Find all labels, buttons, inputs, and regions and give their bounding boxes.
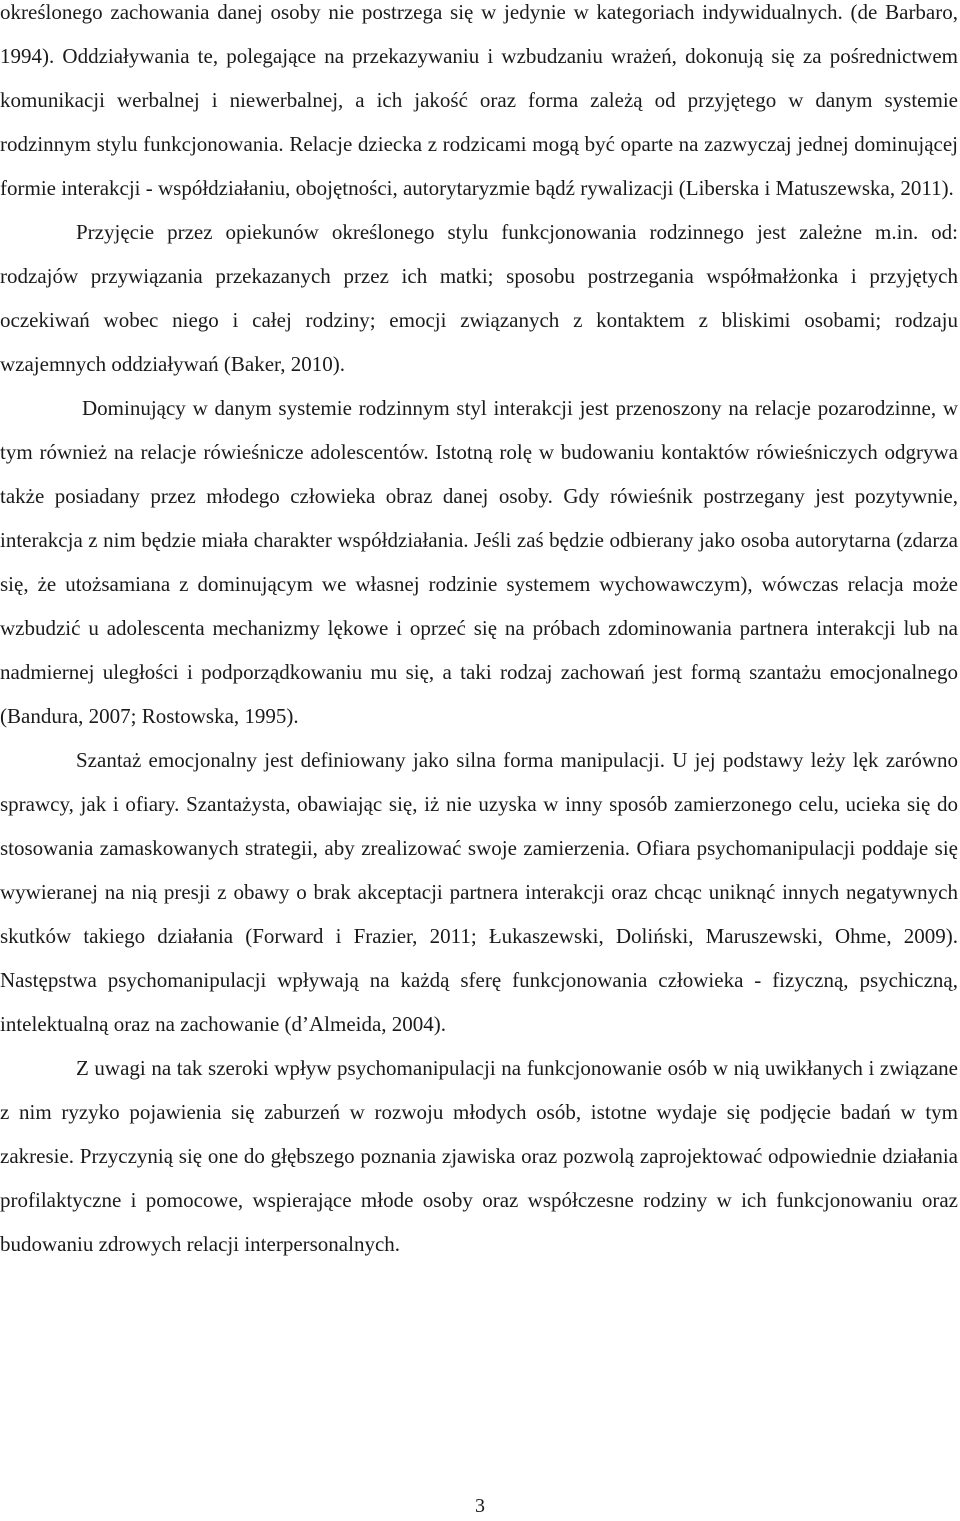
page-number: 3 <box>475 1495 485 1517</box>
paragraph-2: Przyjęcie przez opiekunów określonego stylu funkcjonowania rodzinnego jest zależne m.in. od: rodzajów przywiązania przekazanych przez ich matki; sposobu postrzegania współmałżonka i przyjętych oczekiwań wobec niego i całej rodziny; emocji związanych z kontaktem z bliskimi osobami; rodzaju wzajemnych oddziaływań (Baker, 2010). <box>0 220 958 376</box>
paragraph-1: określonego zachowania danej osoby nie postrzega się w jedynie w kategoriach indywidualnych. (de Barbaro, 1994). Oddziaływania te, polegające na przekazywaniu i wzbudzaniu wrażeń, dokonują się za pośrednictwem komunikacji werbalnej i niewerbalnej, a ich jakość oraz forma zależą od przyjętego w danym systemie rodzinnym stylu funkcjonowania. Relacje dziecka z rodzicami mogą być oparte na zazwyczaj jednej dominującej formie interakcji - współdziałaniu, obojętności, autorytaryzmie bądź rywalizacji (Liberska i Matuszewska, 2011). <box>0 0 958 200</box>
paragraph-5: Z uwagi na tak szeroki wpływ psychomanipulacji na funkcjonowanie osób w nią uwikłanych i związane z nim ryzyko pojawienia się zaburzeń w rozwoju młodych osób, istotne wydaje się podjęcie badań w tym zakresie. Przyczynią się one do głębszego poznania zjawiska oraz pozwolą zaprojektować odpowiednie działania profilaktyczne i pomocowe, wspierające młode osoby oraz współczesne rodziny w ich funkcjonowaniu oraz budowaniu zdrowych relacji interpersonalnych. <box>0 1056 958 1256</box>
paragraph-4: Szantaż emocjonalny jest definiowany jako silna forma manipulacji. U jej podstawy leży lęk zarówno sprawcy, jak i ofiary. Szantażysta, obawiając się, iż nie uzyska w inny sposób zamierzonego celu, ucieka się do stosowania zamaskowanych strategii, aby zrealizować swoje zamierzenia. Ofiara psychomanipulacji poddaje się wywieranej na nią presji z obawy o brak akceptacji partnera interakcji oraz chcąc uniknąć innych negatywnych skutków takiego działania (Forward i Frazier, 2011; Łukaszewski, Doliński, Maruszewski, Ohme, 2009). Następstwa psychomanipulacji wpływają na każdą sferę funkcjonowania człowieka - fizyczną, psychiczną, intelektualną oraz na zachowanie (d’Almeida, 2004). <box>0 748 958 1036</box>
paragraph-3: Dominujący w danym systemie rodzinnym styl interakcji jest przenoszony na relacje pozarodzinne, w tym również na relacje rówieśnicze adolescentów. Istotną rolę w budowaniu kontaktów rówieśniczych odgrywa także posiadany przez młodego człowieka obraz danej osoby. Gdy rówieśnik postrzegany jest pozytywnie, interakcja z nim będzie miała charakter współdziałania. Jeśli zaś będzie odbierany jako osoba autorytarna (zdarza się, że utożsamiana z dominującym we własnej rodzinie systemem wychowawczym), wówczas relacja może wzbudzić u adolescenta mechanizmy lękowe i oprzeć się na próbach zdominowania partnera interakcji lub na nadmiernej uległości i podporządkowaniu mu się, a taki rodzaj zachowań jest formą szantażu emocjonalnego (Bandura, 2007; Rostowska, 1995). <box>0 396 958 728</box>
